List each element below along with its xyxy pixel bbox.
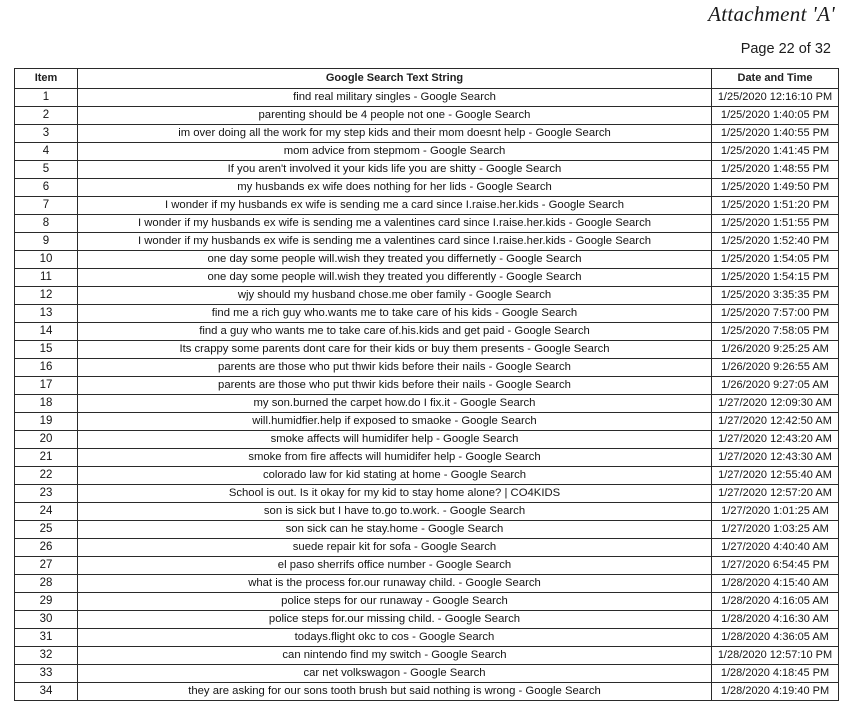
table-row [15, 611, 839, 629]
date-time-cell: 1/28/2020 4:15:40 AM [712, 575, 839, 593]
item-cell: 5 [15, 161, 78, 179]
search-text-cell: what is the process for.our runaway child. - Google Search [78, 575, 712, 593]
table-row [15, 593, 839, 611]
table-row [15, 629, 839, 647]
date-time-cell: 1/25/2020 12:16:10 PM [712, 89, 839, 107]
search-text-cell: one day some people will.wish they treated you differently - Google Search [78, 269, 712, 287]
item-cell: 4 [15, 143, 78, 161]
date-time-cell: 1/27/2020 4:40:40 AM [712, 539, 839, 557]
item-cell: 21 [15, 449, 78, 467]
table-row [15, 539, 839, 557]
date-time-cell: 1/25/2020 1:54:05 PM [712, 251, 839, 269]
table-body [15, 89, 839, 701]
table-row [15, 395, 839, 413]
item-cell: 22 [15, 467, 78, 485]
table-row [15, 305, 839, 323]
column-header-search-text: Google Search Text String [78, 69, 712, 89]
table-row [15, 143, 839, 161]
date-time-cell: 1/27/2020 12:55:40 AM [712, 467, 839, 485]
date-time-cell: 1/25/2020 1:52:40 PM [712, 233, 839, 251]
item-cell: 6 [15, 179, 78, 197]
date-time-cell: 1/27/2020 1:03:25 AM [712, 521, 839, 539]
date-time-cell: 1/25/2020 1:49:50 PM [712, 179, 839, 197]
table-row [15, 683, 839, 701]
search-text-cell: son is sick but I have to.go to.work. - Google Search [78, 503, 712, 521]
search-text-cell: mom advice from stepmom - Google Search [78, 143, 712, 161]
table-header-row [15, 69, 839, 89]
item-cell: 10 [15, 251, 78, 269]
search-text-cell: wjy should my husband chose.me ober family - Google Search [78, 287, 712, 305]
date-time-cell: 1/26/2020 9:26:55 AM [712, 359, 839, 377]
table-row [15, 557, 839, 575]
table-row [15, 125, 839, 143]
search-text-cell: School is out. Is it okay for my kid to stay home alone? | CO4KIDS [78, 485, 712, 503]
table-row [15, 449, 839, 467]
item-cell: 17 [15, 377, 78, 395]
item-cell: 2 [15, 107, 78, 125]
search-text-cell: colorado law for kid stating at home - Google Search [78, 467, 712, 485]
table-row [15, 467, 839, 485]
item-cell: 9 [15, 233, 78, 251]
item-cell: 32 [15, 647, 78, 665]
search-text-cell: suede repair kit for sofa - Google Search [78, 539, 712, 557]
table-row [15, 179, 839, 197]
table-row [15, 215, 839, 233]
item-cell: 20 [15, 431, 78, 449]
date-time-cell: 1/27/2020 12:43:30 AM [712, 449, 839, 467]
date-time-cell: 1/26/2020 9:25:25 AM [712, 341, 839, 359]
item-cell: 19 [15, 413, 78, 431]
search-text-cell: parents are those who put thwir kids before their nails - Google Search [78, 359, 712, 377]
date-time-cell: 1/28/2020 12:57:10 PM [712, 647, 839, 665]
table-row [15, 269, 839, 287]
table-row [15, 89, 839, 107]
item-cell: 25 [15, 521, 78, 539]
date-time-cell: 1/25/2020 3:35:35 PM [712, 287, 839, 305]
page-number: Page 22 of 32 [740, 41, 831, 57]
search-text-cell: one day some people will.wish they treated you differnetly - Google Search [78, 251, 712, 269]
table-row [15, 287, 839, 305]
search-text-cell: parenting should be 4 people not one - Google Search [78, 107, 712, 125]
table-row [15, 341, 839, 359]
table-row [15, 647, 839, 665]
item-cell: 31 [15, 629, 78, 647]
column-header-item: Item [15, 69, 78, 89]
item-cell: 11 [15, 269, 78, 287]
date-time-cell: 1/27/2020 12:42:50 AM [712, 413, 839, 431]
search-text-cell: they are asking for our sons tooth brush but said nothing is wrong - Google Search [78, 683, 712, 701]
search-text-cell: my husbands ex wife does nothing for her lids - Google Search [78, 179, 712, 197]
item-cell: 13 [15, 305, 78, 323]
search-text-cell: parents are those who put thwir kids before their nails - Google Search [78, 377, 712, 395]
item-cell: 29 [15, 593, 78, 611]
table-row [15, 413, 839, 431]
search-text-cell: todays.flight okc to cos - Google Search [78, 629, 712, 647]
search-text-cell: car net volkswagon - Google Search [78, 665, 712, 683]
item-cell: 14 [15, 323, 78, 341]
search-text-cell: find me a rich guy who.wants me to take care of his kids - Google Search [78, 305, 712, 323]
date-time-cell: 1/25/2020 1:40:55 PM [712, 125, 839, 143]
item-cell: 23 [15, 485, 78, 503]
table-row [15, 665, 839, 683]
date-time-cell: 1/25/2020 1:51:55 PM [712, 215, 839, 233]
item-cell: 30 [15, 611, 78, 629]
date-time-cell: 1/27/2020 12:57:20 AM [712, 485, 839, 503]
item-cell: 28 [15, 575, 78, 593]
table-row [15, 485, 839, 503]
item-cell: 27 [15, 557, 78, 575]
item-cell: 16 [15, 359, 78, 377]
search-text-cell: my son.burned the carpet how.do I fix.it - Google Search [78, 395, 712, 413]
search-text-cell: el paso sherrifs office number - Google Search [78, 557, 712, 575]
item-cell: 8 [15, 215, 78, 233]
date-time-cell: 1/25/2020 1:48:55 PM [712, 161, 839, 179]
search-text-cell: I wonder if my husbands ex wife is sending me a card since I.raise.her.kids - Google Search [78, 197, 712, 215]
search-text-cell: find a guy who wants me to take care of.his.kids and get paid - Google Search [78, 323, 712, 341]
search-text-cell: im over doing all the work for my step kids and their mom doesnt help - Google Search [78, 125, 712, 143]
date-time-cell: 1/25/2020 7:58:05 PM [712, 323, 839, 341]
search-text-cell: can nintendo find my switch - Google Search [78, 647, 712, 665]
item-cell: 12 [15, 287, 78, 305]
table-row [15, 233, 839, 251]
table-row [15, 377, 839, 395]
attachment-label: Attachment 'A' [708, 2, 835, 26]
search-text-cell: police steps for.our missing child. - Google Search [78, 611, 712, 629]
item-cell: 24 [15, 503, 78, 521]
date-time-cell: 1/25/2020 1:40:05 PM [712, 107, 839, 125]
date-time-cell: 1/28/2020 4:18:45 PM [712, 665, 839, 683]
search-text-cell: smoke from fire affects will humidifer help - Google Search [78, 449, 712, 467]
table-row [15, 197, 839, 215]
search-text-cell: find real military singles - Google Search [78, 89, 712, 107]
table-row [15, 431, 839, 449]
date-time-cell: 1/28/2020 4:16:05 AM [712, 593, 839, 611]
search-text-cell: smoke affects will humidifer help - Google Search [78, 431, 712, 449]
date-time-cell: 1/27/2020 12:43:20 AM [712, 431, 839, 449]
item-cell: 34 [15, 683, 78, 701]
date-time-cell: 1/25/2020 7:57:00 PM [712, 305, 839, 323]
table-row [15, 503, 839, 521]
date-time-cell: 1/27/2020 1:01:25 AM [712, 503, 839, 521]
column-header-date-time: Date and Time [712, 69, 839, 89]
table-row [15, 323, 839, 341]
search-text-cell: If you aren't involved it your kids life you are shitty - Google Search [78, 161, 712, 179]
date-time-cell: 1/25/2020 1:54:15 PM [712, 269, 839, 287]
table-row [15, 161, 839, 179]
item-cell: 33 [15, 665, 78, 683]
date-time-cell: 1/28/2020 4:36:05 AM [712, 629, 839, 647]
search-text-cell: I wonder if my husbands ex wife is sending me a valentines card since I.raise.her.kids - Google Search [78, 233, 712, 251]
date-time-cell: 1/27/2020 6:54:45 PM [712, 557, 839, 575]
date-time-cell: 1/25/2020 1:41:45 PM [712, 143, 839, 161]
table-row [15, 575, 839, 593]
date-time-cell: 1/26/2020 9:27:05 AM [712, 377, 839, 395]
item-cell: 26 [15, 539, 78, 557]
table-row [15, 521, 839, 539]
search-text-cell: I wonder if my husbands ex wife is sending me a valentines card since I.raise.her.kids - Google Search [78, 215, 712, 233]
item-cell: 15 [15, 341, 78, 359]
search-text-cell: Its crappy some parents dont care for their kids or buy them presents - Google Search [78, 341, 712, 359]
item-cell: 1 [15, 89, 78, 107]
date-time-cell: 1/28/2020 4:16:30 AM [712, 611, 839, 629]
item-cell: 18 [15, 395, 78, 413]
search-text-cell: police steps for our runaway - Google Search [78, 593, 712, 611]
date-time-cell: 1/25/2020 1:51:20 PM [712, 197, 839, 215]
date-time-cell: 1/28/2020 4:19:40 PM [712, 683, 839, 701]
table-row [15, 107, 839, 125]
date-time-cell: 1/27/2020 12:09:30 AM [712, 395, 839, 413]
search-text-cell: will.humidfier.help if exposed to smaoke - Google Search [78, 413, 712, 431]
item-cell: 3 [15, 125, 78, 143]
table-row [15, 359, 839, 377]
item-cell: 7 [15, 197, 78, 215]
search-text-cell: son sick can he stay.home - Google Search [78, 521, 712, 539]
search-history-table [14, 68, 839, 701]
table-row [15, 251, 839, 269]
